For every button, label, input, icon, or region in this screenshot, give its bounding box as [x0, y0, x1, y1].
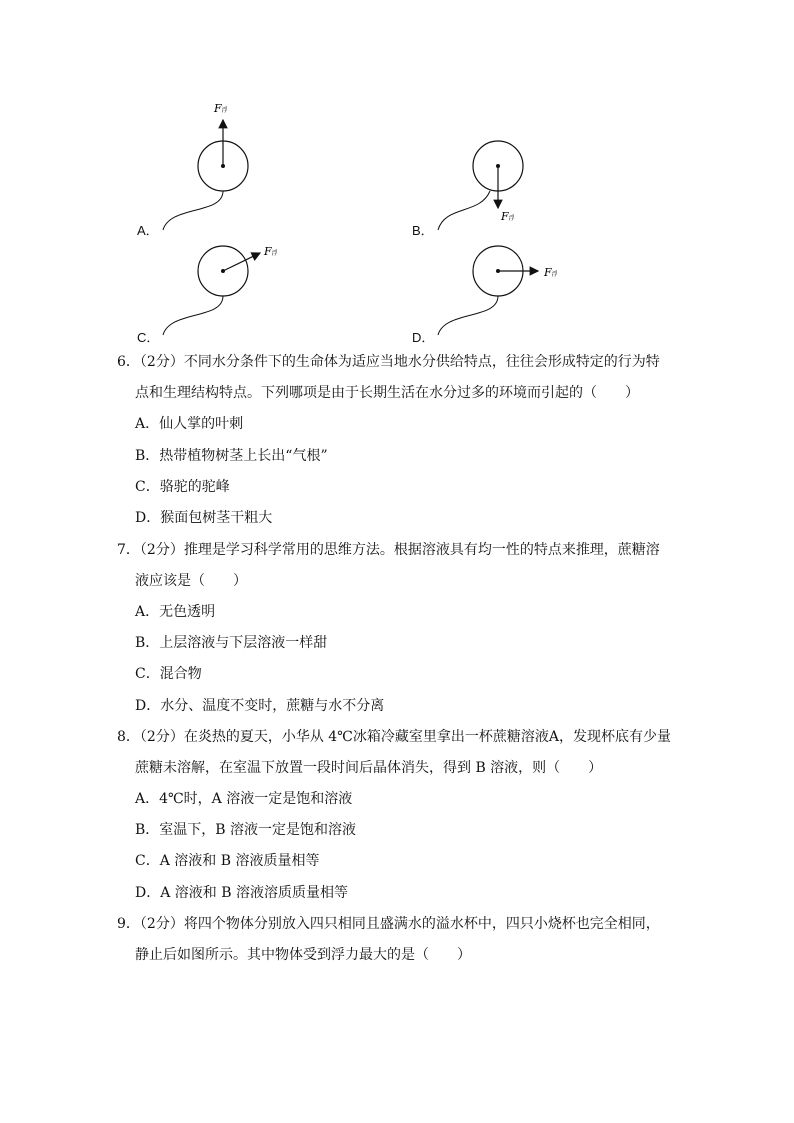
answer-option: C．混合物: [135, 666, 202, 682]
buoyancy-figure: [0, 0, 794, 350]
answer-option: A．仙人掌的叶刺: [135, 416, 244, 432]
string: [438, 191, 490, 230]
string: [438, 296, 498, 335]
answer-option: A．无色透明: [135, 604, 216, 620]
option-b-letter: B．: [412, 223, 434, 238]
force-label-c: F浮: [264, 245, 278, 258]
force-label-d: F浮: [544, 266, 558, 279]
option-c-letter: C．: [137, 330, 160, 345]
string: [163, 296, 223, 335]
answer-option: A．4℃时，A 溶液一定是饱和溶液: [135, 791, 353, 807]
answer-option: D．猴面包树茎干粗大: [135, 510, 273, 526]
question-stem: 静止后如图所示。其中物体受到浮力最大的是（ ）: [135, 947, 471, 963]
question-stem: 6．（2分）不同水分条件下的生命体为适应当地水分供给特点，往往会形成特定的行为特: [117, 354, 660, 370]
answer-option: D．A 溶液和 B 溶液溶质质量相等: [135, 885, 348, 901]
answer-option: C．A 溶液和 B 溶液质量相等: [135, 853, 320, 869]
answer-option: D．水分、温度不变时，蔗糖与水不分离: [135, 698, 385, 714]
answer-option: B．室温下，B 溶液一定是饱和溶液: [135, 822, 357, 838]
option-a-diagram: [163, 102, 248, 230]
question-stem: 9．（2分）将四个物体分别放入四只相同且盛满水的溢水杯中，四只小烧杯也完全相同，: [117, 916, 660, 932]
question-stem: 蔗糖未溶解，在室温下放置一段时间后晶体消失，得到 B 溶液，则（ ）: [135, 760, 603, 776]
question-stem: 点和生理结构特点。下列哪项是由于长期生活在水分过多的环境而引起的（ ）: [135, 385, 639, 401]
force-label-b: F浮: [501, 210, 515, 223]
force-label-a: F浮: [214, 102, 228, 115]
question-stem: 8．（2分）在炎热的夏天，小华从 4℃冰箱冷藏室里拿出一杯蔗糖溶液A，发现杯底有少量: [117, 729, 671, 745]
answer-option: B．上层溶液与下层溶液一样甜: [135, 635, 328, 651]
force-arrow: [223, 253, 260, 271]
answer-option: C．骆驼的驼峰: [135, 479, 230, 495]
option-d-diagram: [438, 246, 558, 335]
option-a-letter: A．: [137, 223, 159, 238]
question-stem: 液应该是（ ）: [135, 573, 247, 589]
question-stem: 7．（2分）推理是学习科学常用的思维方法。根据溶液具有均一性的特点来推理，蔗糖溶: [117, 542, 660, 558]
option-b-diagram: [438, 141, 523, 230]
answer-option: B．热带植物树茎上长出“气根”: [135, 448, 328, 464]
option-c-diagram: [163, 245, 278, 335]
string: [163, 191, 223, 230]
option-d-letter: D．: [412, 330, 435, 345]
